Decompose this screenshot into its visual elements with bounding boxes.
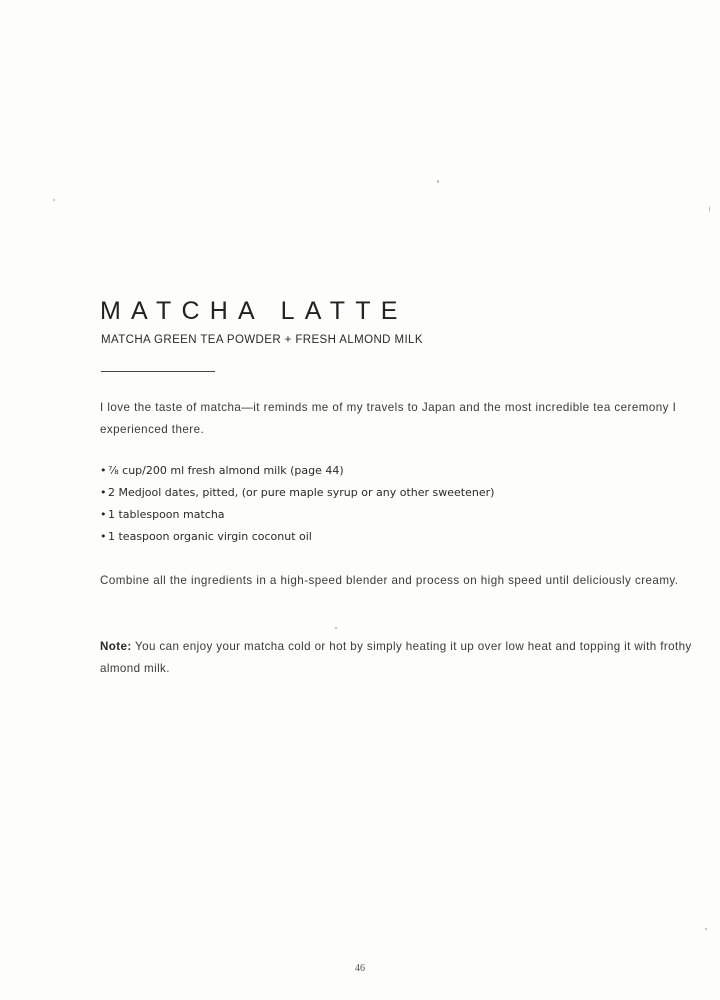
ingredient-text: 2 Medjool dates, pitted, (or pure maple syrup or any other sweetener) [108, 486, 495, 499]
ingredient-item [100, 526, 494, 548]
recipe-method: Combine all the ingredients in a high-speed blender and process on high speed until deliciously creamy. [100, 574, 679, 587]
recipe-title: MATCHA LATTE [100, 297, 408, 325]
bullet-icon: • [100, 464, 107, 477]
note-text: You can enjoy your matcha cold or hot by simply heating it up over low heat and topping it with frothy almond milk. [100, 640, 692, 675]
ingredient-item [100, 482, 494, 504]
recipe-note [100, 636, 700, 680]
bullet-icon: • [100, 508, 107, 521]
ingredient-text: 1 tablespoon matcha [108, 508, 225, 521]
ingredient-item [100, 504, 494, 526]
recipe-intro: I love the taste of matcha—it reminds me of my travels to Japan and the most incredible tea ceremony I experienced there. [100, 401, 677, 436]
scan-speck [705, 928, 707, 930]
ingredient-list [100, 460, 494, 548]
scan-speck [437, 180, 439, 183]
bullet-icon: • [100, 530, 107, 543]
recipe-subtitle: MATCHA GREEN TEA POWDER + FRESH ALMOND MILK [101, 334, 423, 346]
scan-speck [53, 199, 55, 201]
note-label: Note: [100, 640, 132, 653]
ingredient-text: 1 teaspoon organic virgin coconut oil [108, 530, 312, 543]
title-divider [101, 371, 215, 372]
bullet-icon: • [100, 486, 107, 499]
scan-speck [709, 206, 710, 212]
scan-speck [335, 627, 337, 629]
ingredient-item [100, 460, 494, 482]
page-number: 46 [355, 963, 365, 974]
ingredient-text: ⅞ cup/200 ml fresh almond milk (page 44) [108, 464, 344, 477]
